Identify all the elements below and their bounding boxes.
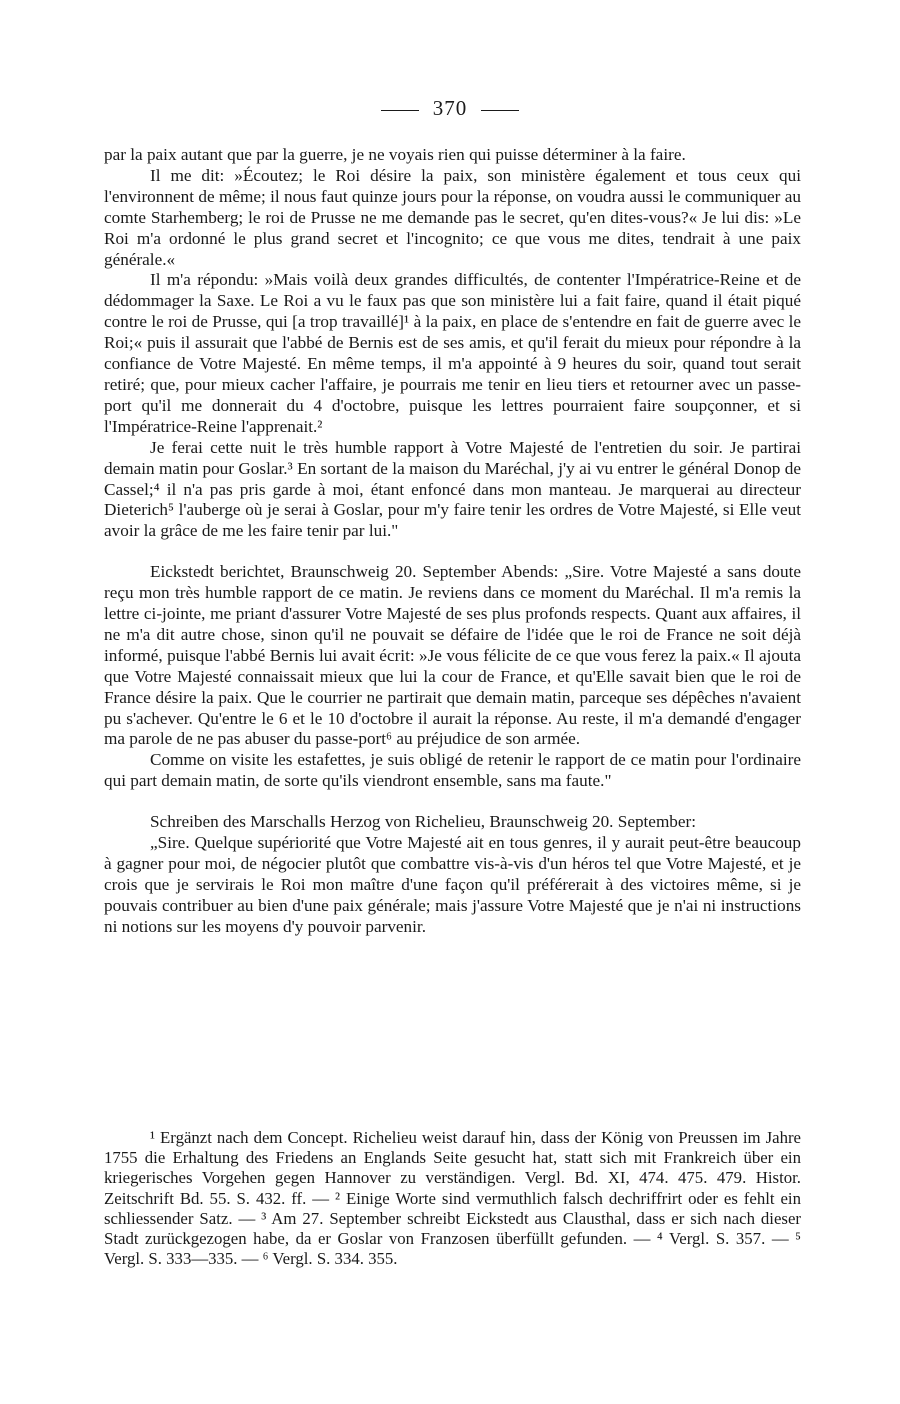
- page-header: [0, 96, 900, 121]
- paragraph-eickstedt-report: Eickstedt berichtet, Braunschweig 20. September Abends: „Sire. Votre Majesté a sans doute reçu mon très humble rapport de ce matin. Je reviens dans ce moment du Maréchal. Il m'a remis la lettre ci-jointe, me priant d'assurer Votre Majesté de ses plus profonds respects. Quant aux affaires, il ne m'a dit autre chose, sinon qu'il ne pouvait se défaire de l'idée que le roi de France ne soit déjà informé, puisque l'abbé Bernis lui avait écrit: »Je vous félicite de ce que vous ferez la paix.« Il ajouta que Votre Majesté connaissait mieux que lui la cour de France, et qu'Elle savait bien que le roi de France désire la paix. Que le courrier ne partirait que demain matin, parceque ses dépêches n'avaient pu s'achever. Qu'entre le 6 et le 10 d'octobre il aurait la réponse. Au reste, il m'a demandé d'engager ma parole de ne pas abuser du passe-port⁶ au préjudice de son armée.: [104, 562, 801, 749]
- paragraph-richelieu-letter-intro: Schreiben des Marschalls Herzog von Richelieu, Braunschweig 20. September:: [150, 812, 697, 832]
- footnotes: [104, 1128, 801, 1269]
- page-number: 370: [432, 96, 468, 120]
- paragraph-continuation: par la paix autant que par la guerre, je ne voyais rien qui puisse déterminer à la faire.: [104, 145, 686, 164]
- paragraph: Il me dit: »Écoutez; le Roi désire la paix, son ministère également et tous ceux qui l'environnent de même; il nous faut quinze jours pour la réponse, on voudra aussi le communiquer au comte Starhemberg; le roi de Prusse ne me demande pas le secret, qu'en dites-vous?« Je lui dis: »Le Roi m'a ordonné le plus grand secret et l'incognito; ce que vous me dites, tendrait à une paix générale.«: [104, 165, 801, 269]
- footnote-text: ¹ Ergänzt nach dem Concept. Richelieu weist darauf hin, dass der König von Preussen im Jahre 1755 die Erhaltung des Friedens an Englands Seite gesucht hat, statt sich mit Frankreich über ein kriegerisches Vorgehen gegen Hannover zu verständigen. Vergl. Bd. XI, 474. 475. 479. Histor. Zeitschrift Bd. 55. S. 432. ff. — ² Einige Worte sind vermuthlich falsch dechriffrirt oder es fehlt ein schliessender Satz. — ³ Am 27. September schreibt Eickstedt aus Clausthal, dass er sich nach dieser Stadt zurückgezogen habe, da er Goslar von Franzosen überfüllt gefunden. — ⁴ Vergl. S. 357. — ⁵ Vergl. S. 333—335. — ⁶ Vergl. S. 334. 355.: [104, 1128, 801, 1269]
- main-text: [104, 145, 801, 938]
- header-rule-right: [481, 110, 519, 111]
- paragraph: Je ferai cette nuit le très humble rapport à Votre Majesté de l'entretien du soir. Je partirai demain matin pour Goslar.³ En sortant de la maison du Maréchal, j'y ai vu entrer le général Donop de Cassel;⁴ il n'a pas pris garde à moi, étant enfoncé dans mon manteau. Je marquerai au directeur Dieterich⁵ l'auberge où je serai à Goslar, pour m'y faire tenir les ordres de Votre Majesté, si Elle veut avoir la grâce de me les faire tenir par lui.": [104, 437, 801, 541]
- paragraph-richelieu-letter: „Sire. Quelque supériorité que Votre Majesté ait en tous genres, il y aurait peut-être beaucoup à gagner pour moi, de négocier plutôt que combattre vis-à-vis d'un héros tel que Votre Majesté, et je crois que je servirais le Roi mon maître d'une façon qu'il préférerait à des victoires même, si je pouvais contribuer au bien d'une paix générale; mais j'assure Votre Majesté que je n'ai ni instructions ni notions sur les moyens d'y pouvoir parvenir.: [104, 833, 801, 936]
- section-gap: [104, 792, 801, 812]
- header-rule-left: [381, 110, 419, 111]
- paragraph: Comme on visite les estafettes, je suis obligé de retenir le rapport de ce matin pour l'ordinaire qui part demain matin, de sorte qu'ils viendront ensemble, sans ma faute.": [104, 750, 801, 791]
- paragraph: Il m'a répondu: »Mais voilà deux grandes difficultés, de contenter l'Impératrice-Reine et de dédommager la Saxe. Le Roi a vu le faux pas que son ministère lui a fait faire, quand il était piqué contre le roi de Prusse, qui [a trop travaillé]¹ à la paix, en place de s'entendre en fait de guerre avec le Roi;« puis il assurait que l'abbé de Bernis est de ses amis, et qu'il ferait du mieux pour répondre à la confiance de Votre Majesté. En même temps, il m'a appointé à 9 heures du soir, quand tout serait retiré; que, pour mieux cacher l'affaire, je pourrais me tenir en lieu tiers et retourner avec un passe-port qu'il me donnerait du 4 d'octobre, puisque les lettres pourraient faire soupçonner, et si l'Impératrice-Reine l'apprenait.²: [104, 270, 801, 436]
- section-gap: [104, 542, 801, 562]
